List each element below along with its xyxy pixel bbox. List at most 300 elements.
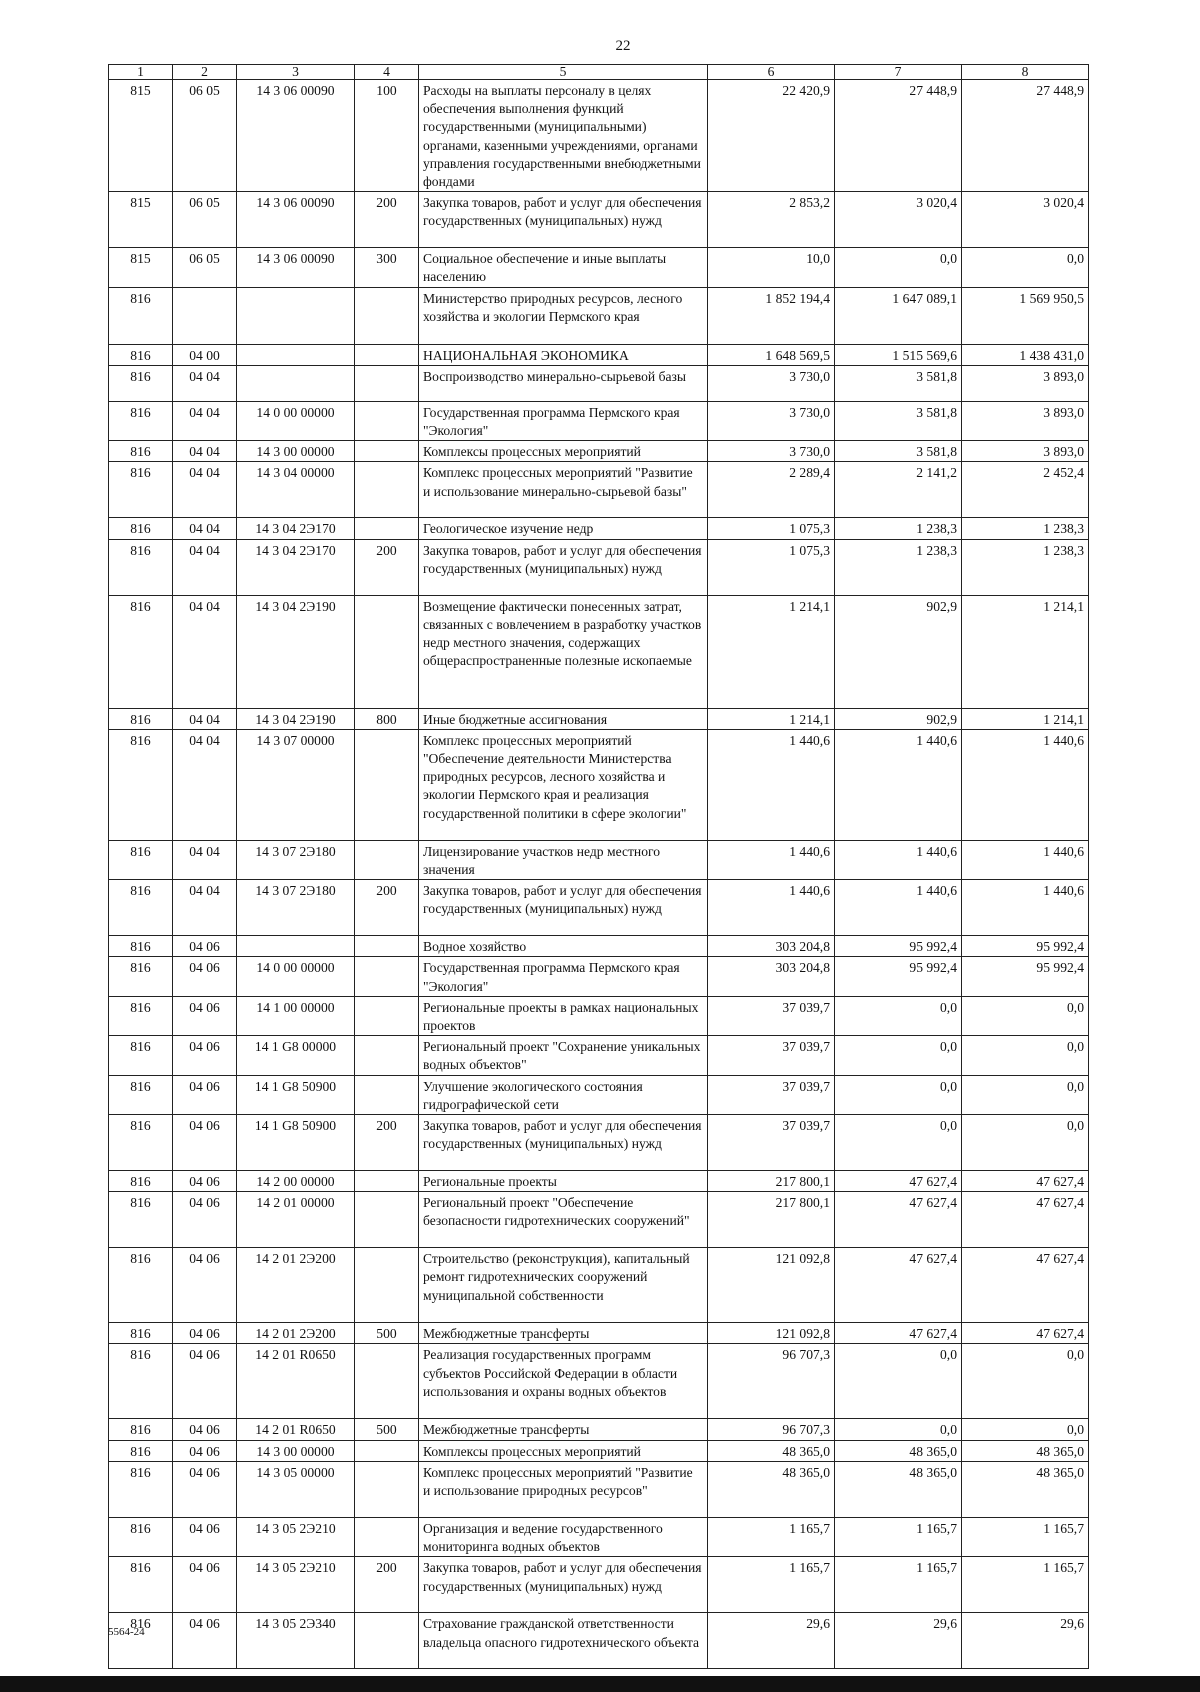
- column-header: 8: [962, 65, 1089, 80]
- cell-amount-2: 1 165,7: [835, 1557, 962, 1613]
- cell-description: Министерство природных ресурсов, лесного хозяйства и экологии Пермского края: [419, 287, 708, 344]
- cell-amount-2: 0,0: [835, 248, 962, 287]
- cell-amount-3: 2 452,4: [962, 462, 1089, 518]
- cell-ministry-code: 816: [109, 401, 173, 440]
- cell-amount-2: 47 627,4: [835, 1192, 962, 1248]
- cell-amount-1: 37 039,7: [708, 1036, 835, 1075]
- cell-section-code: 04 04: [173, 441, 237, 462]
- cell-expense-type: [355, 287, 419, 344]
- table-row: [109, 1419, 1089, 1440]
- cell-section-code: 04 06: [173, 1613, 237, 1669]
- cell-section-code: 04 04: [173, 518, 237, 539]
- cell-amount-1: 303 204,8: [708, 936, 835, 957]
- cell-amount-1: 96 707,3: [708, 1344, 835, 1419]
- cell-target-article: 14 3 04 2Э190: [237, 595, 355, 708]
- cell-description: Региональный проект "Обеспечение безопасности гидротехнических сооружений": [419, 1192, 708, 1248]
- cell-target-article: 14 2 01 R0650: [237, 1344, 355, 1419]
- cell-ministry-code: 816: [109, 1344, 173, 1419]
- cell-ministry-code: 816: [109, 1115, 173, 1171]
- cell-description: Закупка товаров, работ и услуг для обеспечения государственных (муниципальных) нужд: [419, 192, 708, 248]
- cell-amount-3: 3 893,0: [962, 365, 1089, 401]
- cell-amount-1: 303 204,8: [708, 957, 835, 996]
- cell-amount-1: 22 420,9: [708, 80, 835, 192]
- cell-target-article: 14 3 05 2Э210: [237, 1557, 355, 1613]
- cell-description: Региональный проект "Сохранение уникальных водных объектов": [419, 1036, 708, 1075]
- cell-ministry-code: 816: [109, 595, 173, 708]
- cell-amount-1: 1 075,3: [708, 518, 835, 539]
- cell-amount-2: 0,0: [835, 1419, 962, 1440]
- cell-target-article: 14 1 G8 50900: [237, 1075, 355, 1114]
- cell-amount-3: 0,0: [962, 1115, 1089, 1171]
- cell-amount-2: 48 365,0: [835, 1440, 962, 1461]
- cell-amount-3: 0,0: [962, 1419, 1089, 1440]
- cell-amount-1: 1 440,6: [708, 880, 835, 936]
- cell-description: Расходы на выплаты персоналу в целях обеспечения выполнения функций государственными (муниципальными) органами, казенными учреждениями, органами управления государственными внебюджетными фондами: [419, 80, 708, 192]
- column-header: 3: [237, 65, 355, 80]
- cell-ministry-code: 816: [109, 462, 173, 518]
- cell-expense-type: [355, 957, 419, 996]
- cell-target-article: 14 2 01 00000: [237, 1192, 355, 1248]
- cell-expense-type: [355, 1075, 419, 1114]
- cell-ministry-code: 816: [109, 518, 173, 539]
- cell-expense-type: 200: [355, 539, 419, 595]
- cell-amount-1: 3 730,0: [708, 441, 835, 462]
- cell-ministry-code: 816: [109, 344, 173, 365]
- cell-amount-3: 47 627,4: [962, 1248, 1089, 1323]
- table-row: [109, 708, 1089, 729]
- cell-description: Социальное обеспечение и иные выплаты населению: [419, 248, 708, 287]
- cell-amount-1: 1 214,1: [708, 595, 835, 708]
- cell-amount-2: 3 581,8: [835, 441, 962, 462]
- cell-amount-3: 0,0: [962, 1344, 1089, 1419]
- table-row: [109, 518, 1089, 539]
- table-row: [109, 441, 1089, 462]
- scan-bottom-edge: [0, 1676, 1200, 1692]
- cell-section-code: 04 06: [173, 1192, 237, 1248]
- cell-section-code: 04 04: [173, 401, 237, 440]
- cell-section-code: 04 06: [173, 936, 237, 957]
- cell-expense-type: [355, 936, 419, 957]
- cell-amount-3: 0,0: [962, 1075, 1089, 1114]
- cell-amount-2: 902,9: [835, 708, 962, 729]
- cell-amount-1: 121 092,8: [708, 1323, 835, 1344]
- cell-target-article: 14 3 04 2Э170: [237, 518, 355, 539]
- cell-ministry-code: 816: [109, 936, 173, 957]
- table-row: [109, 1248, 1089, 1323]
- cell-description: Межбюджетные трансферты: [419, 1419, 708, 1440]
- cell-amount-1: 3 730,0: [708, 401, 835, 440]
- budget-table: [108, 64, 1089, 1669]
- cell-target-article: 14 2 01 2Э200: [237, 1248, 355, 1323]
- cell-target-article: 14 3 06 00090: [237, 248, 355, 287]
- cell-description: Страхование гражданской ответственности владельца опасного гидротехнического объекта: [419, 1613, 708, 1669]
- column-header: 4: [355, 65, 419, 80]
- cell-amount-2: 47 627,4: [835, 1323, 962, 1344]
- cell-description: Закупка товаров, работ и услуг для обеспечения государственных (муниципальных) нужд: [419, 539, 708, 595]
- cell-amount-2: 1 440,6: [835, 729, 962, 840]
- cell-amount-2: 95 992,4: [835, 936, 962, 957]
- cell-section-code: 04 04: [173, 880, 237, 936]
- cell-section-code: 04 06: [173, 996, 237, 1035]
- cell-amount-3: 1 214,1: [962, 708, 1089, 729]
- page-number: 22: [615, 38, 631, 54]
- cell-amount-2: 2 141,2: [835, 462, 962, 518]
- cell-expense-type: 200: [355, 1115, 419, 1171]
- cell-amount-2: 1 647 089,1: [835, 287, 962, 344]
- cell-section-code: 04 06: [173, 1517, 237, 1556]
- cell-amount-2: 1 515 569,6: [835, 344, 962, 365]
- cell-section-code: 04 06: [173, 1115, 237, 1171]
- cell-target-article: 14 1 00 00000: [237, 996, 355, 1035]
- table-row: [109, 957, 1089, 996]
- cell-ministry-code: 816: [109, 1075, 173, 1114]
- cell-amount-2: 0,0: [835, 1036, 962, 1075]
- table-row: [109, 1461, 1089, 1517]
- cell-ministry-code: 815: [109, 192, 173, 248]
- cell-expense-type: [355, 1248, 419, 1323]
- cell-description: Комплексы процессных мероприятий: [419, 1440, 708, 1461]
- cell-target-article: [237, 344, 355, 365]
- cell-description: Улучшение экологического состояния гидрографической сети: [419, 1075, 708, 1114]
- table-row: [109, 1517, 1089, 1556]
- table-row: [109, 1323, 1089, 1344]
- table-row: [109, 1613, 1089, 1669]
- cell-amount-1: 217 800,1: [708, 1192, 835, 1248]
- cell-description: Региональные проекты в рамках национальных проектов: [419, 996, 708, 1035]
- cell-amount-2: 0,0: [835, 1115, 962, 1171]
- cell-description: Комплекс процессных мероприятий "Развитие и использование природных ресурсов": [419, 1461, 708, 1517]
- cell-description: Реализация государственных программ субъектов Российской Федерации в области использования и охраны водных объектов: [419, 1344, 708, 1419]
- cell-expense-type: [355, 1613, 419, 1669]
- cell-amount-2: 3 581,8: [835, 365, 962, 401]
- document-code: 5564-24: [108, 1626, 145, 1638]
- cell-expense-type: 200: [355, 1557, 419, 1613]
- cell-target-article: 14 3 00 00000: [237, 441, 355, 462]
- cell-section-code: 04 04: [173, 840, 237, 879]
- cell-section-code: 04 06: [173, 957, 237, 996]
- cell-amount-1: 217 800,1: [708, 1171, 835, 1192]
- cell-amount-1: 37 039,7: [708, 1075, 835, 1114]
- cell-target-article: [237, 365, 355, 401]
- cell-section-code: 04 04: [173, 539, 237, 595]
- table-row: [109, 880, 1089, 936]
- cell-ministry-code: 815: [109, 248, 173, 287]
- cell-amount-1: 96 707,3: [708, 1419, 835, 1440]
- column-header: 5: [419, 65, 708, 80]
- cell-target-article: 14 0 00 00000: [237, 401, 355, 440]
- table-row: [109, 1171, 1089, 1192]
- table-row: [109, 192, 1089, 248]
- cell-ministry-code: 815: [109, 80, 173, 192]
- cell-section-code: 04 06: [173, 1419, 237, 1440]
- cell-description: Водное хозяйство: [419, 936, 708, 957]
- cell-target-article: 14 2 01 R0650: [237, 1419, 355, 1440]
- cell-expense-type: 500: [355, 1419, 419, 1440]
- cell-amount-1: 3 730,0: [708, 365, 835, 401]
- cell-amount-3: 48 365,0: [962, 1440, 1089, 1461]
- cell-expense-type: [355, 401, 419, 440]
- cell-ministry-code: 816: [109, 957, 173, 996]
- cell-target-article: 14 3 05 2Э210: [237, 1517, 355, 1556]
- cell-ministry-code: 816: [109, 840, 173, 879]
- cell-ministry-code: 816: [109, 1557, 173, 1613]
- cell-amount-3: 1 165,7: [962, 1517, 1089, 1556]
- cell-ministry-code: 816: [109, 1036, 173, 1075]
- cell-amount-1: 37 039,7: [708, 996, 835, 1035]
- cell-amount-2: 95 992,4: [835, 957, 962, 996]
- cell-amount-2: 47 627,4: [835, 1171, 962, 1192]
- cell-amount-3: 48 365,0: [962, 1461, 1089, 1517]
- table-row: [109, 1344, 1089, 1419]
- cell-target-article: 14 3 07 2Э180: [237, 880, 355, 936]
- table-body: [109, 80, 1089, 1669]
- cell-ministry-code: 816: [109, 708, 173, 729]
- cell-section-code: 04 06: [173, 1557, 237, 1613]
- cell-description: Закупка товаров, работ и услуг для обеспечения государственных (муниципальных) нужд: [419, 1115, 708, 1171]
- cell-ministry-code: 816: [109, 880, 173, 936]
- cell-amount-2: 3 581,8: [835, 401, 962, 440]
- table-row: [109, 1557, 1089, 1613]
- cell-amount-2: 902,9: [835, 595, 962, 708]
- table-row: [109, 840, 1089, 879]
- cell-amount-3: 1 214,1: [962, 595, 1089, 708]
- cell-amount-3: 47 627,4: [962, 1171, 1089, 1192]
- cell-amount-1: 10,0: [708, 248, 835, 287]
- cell-amount-3: 1 569 950,5: [962, 287, 1089, 344]
- cell-ministry-code: 816: [109, 1248, 173, 1323]
- cell-target-article: 14 2 01 2Э200: [237, 1323, 355, 1344]
- cell-expense-type: [355, 365, 419, 401]
- cell-amount-2: 47 627,4: [835, 1248, 962, 1323]
- cell-target-article: 14 0 00 00000: [237, 957, 355, 996]
- cell-amount-3: 0,0: [962, 1036, 1089, 1075]
- column-header: 6: [708, 65, 835, 80]
- table-row: [109, 595, 1089, 708]
- cell-target-article: 14 3 06 00090: [237, 80, 355, 192]
- cell-amount-3: 1 238,3: [962, 518, 1089, 539]
- cell-expense-type: 800: [355, 708, 419, 729]
- cell-description: Воспроизводство минерально-сырьевой базы: [419, 365, 708, 401]
- cell-amount-3: 3 893,0: [962, 441, 1089, 462]
- cell-section-code: 04 04: [173, 595, 237, 708]
- cell-description: Государственная программа Пермского края "Экология": [419, 957, 708, 996]
- cell-description: Государственная программа Пермского края "Экология": [419, 401, 708, 440]
- cell-ministry-code: 816: [109, 1192, 173, 1248]
- cell-amount-3: 47 627,4: [962, 1192, 1089, 1248]
- cell-amount-1: 37 039,7: [708, 1115, 835, 1171]
- cell-amount-1: 1 648 569,5: [708, 344, 835, 365]
- cell-description: Организация и ведение государственного мониторинга водных объектов: [419, 1517, 708, 1556]
- cell-section-code: 04 06: [173, 1075, 237, 1114]
- cell-description: Лицензирование участков недр местного значения: [419, 840, 708, 879]
- cell-target-article: [237, 936, 355, 957]
- cell-target-article: 14 3 04 00000: [237, 462, 355, 518]
- table-header-row: [109, 65, 1089, 80]
- cell-amount-1: 1 214,1: [708, 708, 835, 729]
- cell-description: Закупка товаров, работ и услуг для обеспечения государственных (муниципальных) нужд: [419, 1557, 708, 1613]
- table-row: [109, 80, 1089, 192]
- table-row: [109, 462, 1089, 518]
- cell-description: Комплекс процессных мероприятий "Развитие и использование минерально-сырьевой базы": [419, 462, 708, 518]
- cell-amount-1: 48 365,0: [708, 1461, 835, 1517]
- cell-section-code: 04 06: [173, 1344, 237, 1419]
- cell-description: Закупка товаров, работ и услуг для обеспечения государственных (муниципальных) нужд: [419, 880, 708, 936]
- cell-amount-1: 29,6: [708, 1613, 835, 1669]
- table-row: [109, 365, 1089, 401]
- table-row: [109, 936, 1089, 957]
- cell-description: Комплексы процессных мероприятий: [419, 441, 708, 462]
- cell-ministry-code: 816: [109, 539, 173, 595]
- cell-amount-2: 1 440,6: [835, 840, 962, 879]
- cell-expense-type: [355, 441, 419, 462]
- table-row: [109, 401, 1089, 440]
- table-row: [109, 1115, 1089, 1171]
- cell-amount-1: 1 165,7: [708, 1557, 835, 1613]
- cell-target-article: 14 1 G8 00000: [237, 1036, 355, 1075]
- cell-expense-type: [355, 729, 419, 840]
- table-row: [109, 729, 1089, 840]
- cell-section-code: 04 06: [173, 1461, 237, 1517]
- cell-amount-1: 1 165,7: [708, 1517, 835, 1556]
- cell-ministry-code: 816: [109, 1171, 173, 1192]
- cell-amount-2: 1 238,3: [835, 539, 962, 595]
- cell-amount-1: 2 289,4: [708, 462, 835, 518]
- cell-expense-type: [355, 1344, 419, 1419]
- cell-description: Региональные проекты: [419, 1171, 708, 1192]
- cell-amount-3: 1 440,6: [962, 729, 1089, 840]
- cell-amount-3: 1 440,6: [962, 880, 1089, 936]
- cell-amount-2: 0,0: [835, 1075, 962, 1114]
- cell-ministry-code: 816: [109, 1517, 173, 1556]
- cell-ministry-code: 816: [109, 1419, 173, 1440]
- cell-target-article: 14 3 00 00000: [237, 1440, 355, 1461]
- column-header: 2: [173, 65, 237, 80]
- cell-description: Комплекс процессных мероприятий "Обеспечение деятельности Министерства природных ресурсов, лесного хозяйства и экологии Пермского края и реализация государственной политики в сфере экологии": [419, 729, 708, 840]
- cell-section-code: 06 05: [173, 248, 237, 287]
- cell-amount-2: 1 165,7: [835, 1517, 962, 1556]
- table-row: [109, 539, 1089, 595]
- cell-target-article: 14 2 00 00000: [237, 1171, 355, 1192]
- cell-amount-3: 95 992,4: [962, 957, 1089, 996]
- column-header: 7: [835, 65, 962, 80]
- cell-section-code: 06 05: [173, 192, 237, 248]
- cell-amount-1: 1 852 194,4: [708, 287, 835, 344]
- cell-amount-3: 29,6: [962, 1613, 1089, 1669]
- cell-expense-type: [355, 595, 419, 708]
- cell-expense-type: [355, 1440, 419, 1461]
- table-row: [109, 1036, 1089, 1075]
- cell-amount-3: 95 992,4: [962, 936, 1089, 957]
- cell-ministry-code: 816: [109, 1461, 173, 1517]
- cell-target-article: 14 3 04 2Э190: [237, 708, 355, 729]
- cell-amount-2: 48 365,0: [835, 1461, 962, 1517]
- cell-expense-type: 300: [355, 248, 419, 287]
- cell-amount-3: 1 440,6: [962, 840, 1089, 879]
- cell-target-article: 14 3 06 00090: [237, 192, 355, 248]
- cell-expense-type: [355, 462, 419, 518]
- column-header: 1: [109, 65, 173, 80]
- cell-expense-type: [355, 344, 419, 365]
- cell-amount-3: 1 238,3: [962, 539, 1089, 595]
- cell-ministry-code: 816: [109, 365, 173, 401]
- cell-amount-3: 3 893,0: [962, 401, 1089, 440]
- cell-target-article: 14 3 05 2Э340: [237, 1613, 355, 1669]
- table-row: [109, 248, 1089, 287]
- cell-amount-3: 0,0: [962, 996, 1089, 1035]
- cell-description: НАЦИОНАЛЬНАЯ ЭКОНОМИКА: [419, 344, 708, 365]
- cell-section-code: 04 06: [173, 1323, 237, 1344]
- cell-target-article: [237, 287, 355, 344]
- cell-section-code: 04 06: [173, 1248, 237, 1323]
- cell-target-article: 14 3 07 00000: [237, 729, 355, 840]
- cell-target-article: 14 3 04 2Э170: [237, 539, 355, 595]
- cell-amount-1: 1 440,6: [708, 729, 835, 840]
- cell-amount-2: 3 020,4: [835, 192, 962, 248]
- cell-description: Геологическое изучение недр: [419, 518, 708, 539]
- cell-ministry-code: 816: [109, 1440, 173, 1461]
- cell-expense-type: 500: [355, 1323, 419, 1344]
- cell-expense-type: [355, 1171, 419, 1192]
- cell-amount-2: 1 238,3: [835, 518, 962, 539]
- cell-target-article: 14 1 G8 50900: [237, 1115, 355, 1171]
- cell-ministry-code: 816: [109, 996, 173, 1035]
- cell-section-code: 04 04: [173, 365, 237, 401]
- cell-section-code: 04 04: [173, 729, 237, 840]
- cell-expense-type: [355, 1036, 419, 1075]
- cell-expense-type: 200: [355, 880, 419, 936]
- cell-description: Межбюджетные трансферты: [419, 1323, 708, 1344]
- table-row: [109, 1440, 1089, 1461]
- cell-amount-2: 0,0: [835, 1344, 962, 1419]
- cell-amount-3: 47 627,4: [962, 1323, 1089, 1344]
- table-row: [109, 287, 1089, 344]
- cell-expense-type: [355, 1517, 419, 1556]
- cell-amount-3: 27 448,9: [962, 80, 1089, 192]
- cell-expense-type: [355, 996, 419, 1035]
- cell-expense-type: [355, 518, 419, 539]
- cell-section-code: 04 00: [173, 344, 237, 365]
- cell-amount-2: 29,6: [835, 1613, 962, 1669]
- cell-amount-3: 1 438 431,0: [962, 344, 1089, 365]
- cell-section-code: 04 06: [173, 1440, 237, 1461]
- cell-amount-3: 0,0: [962, 248, 1089, 287]
- cell-expense-type: [355, 1461, 419, 1517]
- table-row: [109, 1192, 1089, 1248]
- cell-description: Строительство (реконструкция), капитальный ремонт гидротехнических сооружений муниципальной собственности: [419, 1248, 708, 1323]
- cell-section-code: 04 06: [173, 1036, 237, 1075]
- cell-amount-3: 1 165,7: [962, 1557, 1089, 1613]
- cell-ministry-code: 816: [109, 441, 173, 462]
- cell-expense-type: 200: [355, 192, 419, 248]
- cell-amount-1: 1 440,6: [708, 840, 835, 879]
- cell-description: Возмещение фактически понесенных затрат, связанных с вовлечением в разработку участков недр местного значения, содержащих общераспространенные полезные ископаемые: [419, 595, 708, 708]
- cell-ministry-code: 816: [109, 287, 173, 344]
- cell-description: Иные бюджетные ассигнования: [419, 708, 708, 729]
- cell-section-code: 06 05: [173, 80, 237, 192]
- cell-amount-1: 48 365,0: [708, 1440, 835, 1461]
- table-row: [109, 1075, 1089, 1114]
- cell-amount-2: 27 448,9: [835, 80, 962, 192]
- cell-amount-2: 0,0: [835, 996, 962, 1035]
- cell-section-code: 04 04: [173, 708, 237, 729]
- cell-amount-1: 2 853,2: [708, 192, 835, 248]
- table-row: [109, 344, 1089, 365]
- cell-ministry-code: 816: [109, 1613, 173, 1669]
- cell-expense-type: [355, 840, 419, 879]
- cell-section-code: 04 06: [173, 1171, 237, 1192]
- cell-target-article: 14 3 07 2Э180: [237, 840, 355, 879]
- cell-section-code: 04 04: [173, 462, 237, 518]
